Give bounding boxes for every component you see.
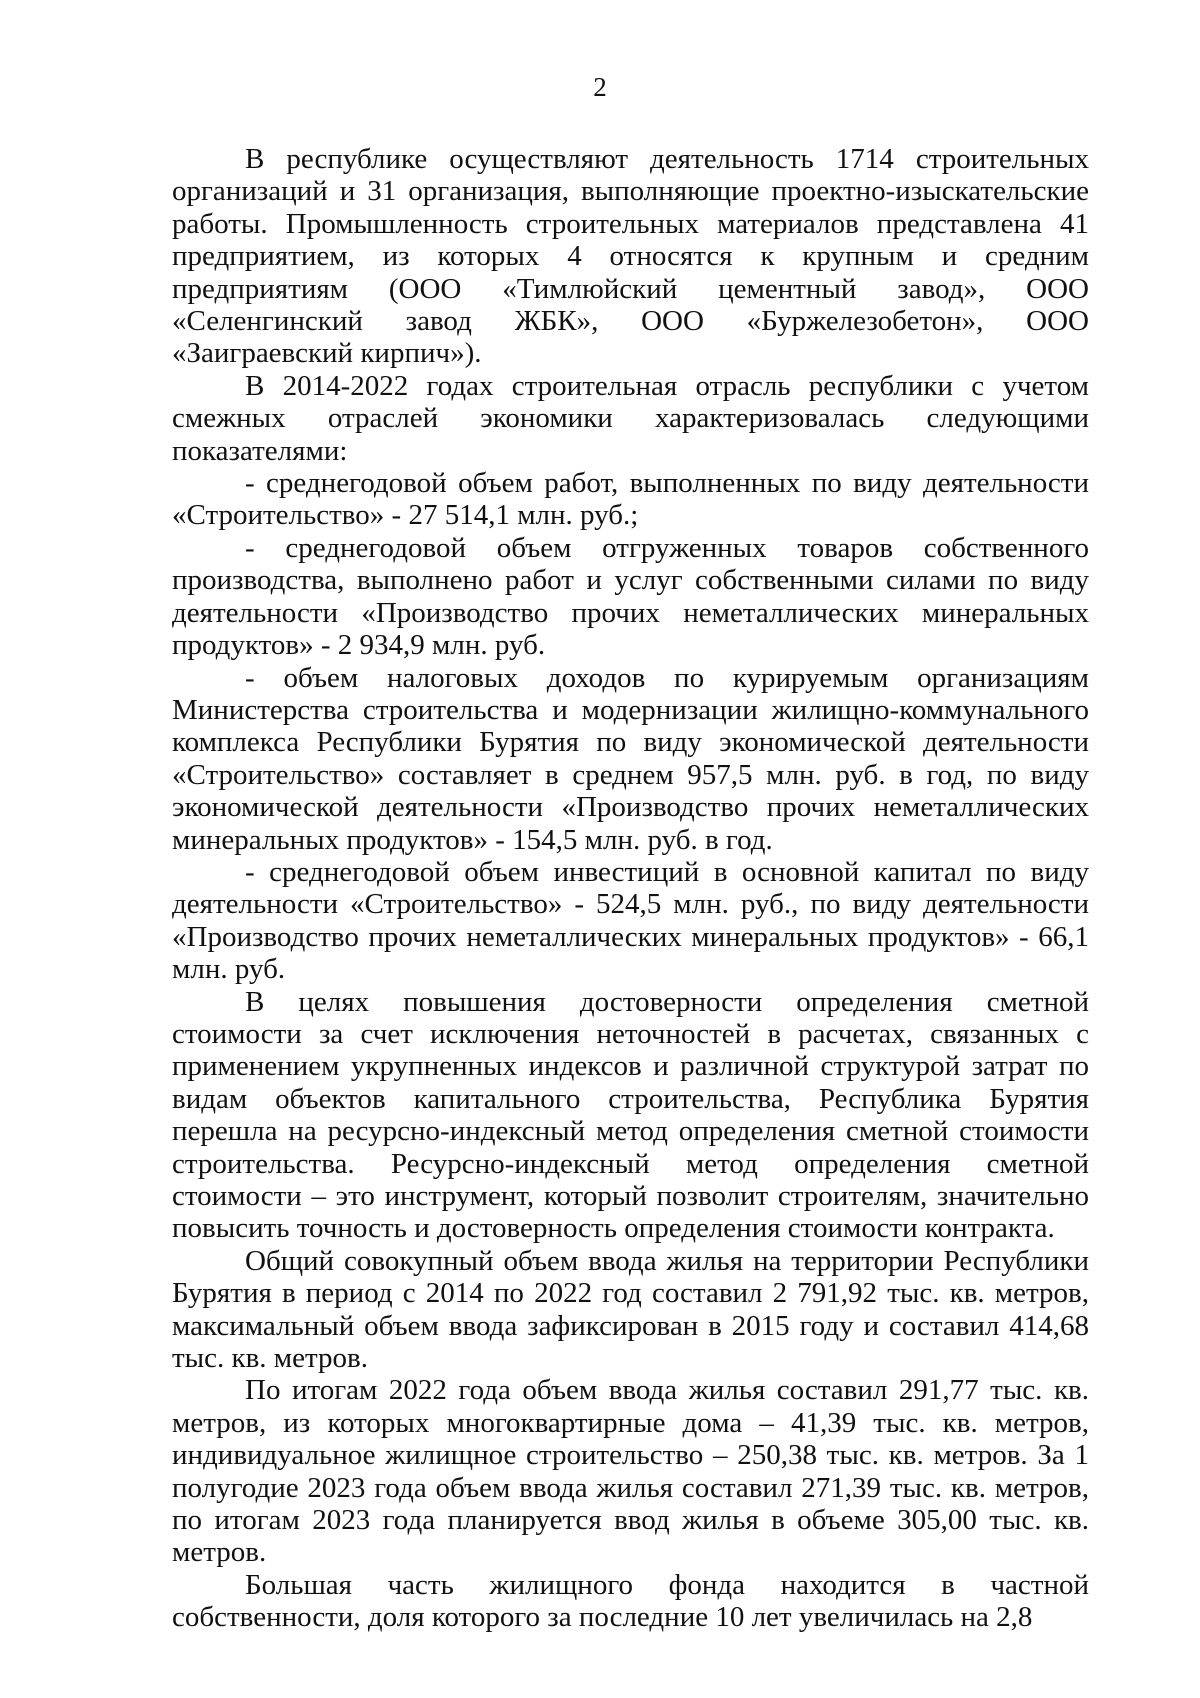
page-number: 2 xyxy=(593,72,607,102)
document-body xyxy=(172,143,1089,1634)
list-item-capital-investment: - среднегодовой объем инвестиций в основной капитал по виду деятельности «Строительство» - 524,5 млн. руб., по виду деятельности «Производство прочих неметаллических минеральных продуктов» - 66,1 млн. руб. xyxy=(172,855,1089,986)
list-item-tax-revenue: - объем налоговых доходов по курируемым организациям Министерства строительства и модернизации жилищно-коммунального комплекса Республики Бурятия по виду экономической деятельности «Строительство» составляет в среднем 957,5 млн. руб. в год, по виду экономической деятельности «Производство прочих неметаллических минеральных продуктов» - 154,5 млн. руб. в год. xyxy=(172,661,1089,856)
paragraph-housing-commissioning-total: Общий совокупный объем ввода жилья на территории Республики Бурятия в период с 2014 по 2022 год составил 2 791,92 тыс. кв. метров, максимальный объем ввода зафиксирован в 2015 году и составил 414,68 тыс. кв. метров. xyxy=(172,1244,1089,1375)
paragraph-industry-indicators-intro: В 2014-2022 годах строительная отрасль республики с учетом смежных отраслей экономики характеризовалась следующими показателями: xyxy=(172,369,1089,467)
paragraph-construction-organizations: В республике осуществляют деятельность 1714 строительных организаций и 31 организация, выполняющие проектно-изыскательские работы. Промышленность строительных материалов представлена 41 предприятием, из которых 4 относятся к крупным и средним предприятиям (ООО «Тимлюйский цементный завод», ООО «Селенгинский завод ЖБК», ООО «Буржелезобетон», ООО «Заиграевский кирпич»). xyxy=(172,143,1089,370)
paragraph-private-housing-stock: Большая часть жилищного фонда находится в частной собственности, доля которого за последние 10 лет увеличилась на 2,8 xyxy=(172,1568,1089,1634)
list-item-construction-work-volume: - среднегодовой объем работ, выполненных по виду деятельности «Строительство» - 27 514,1 млн. руб.; xyxy=(172,467,1089,532)
paragraph-housing-2022-2023: По итогам 2022 года объем ввода жилья составил 291,77 тыс. кв. метров, из которых многоквартирные дома – 41,39 тыс. кв. метров, индивидуальное жилищное строительство – 250,38 тыс. кв. метров. За 1 полугодие 2023 года объем ввода жилья составил 271,39 тыс. кв. метров, по итогам 2023 года планируется ввод жилья в объеме 305,00 тыс. кв. метров. xyxy=(172,1374,1089,1569)
list-item-shipped-goods-volume: - среднегодовой объем отгруженных товаров собственного производства, выполнено работ и услуг собственными силами по виду деятельности «Производство прочих неметаллических минеральных продуктов» - 2 934,9 млн. руб. xyxy=(172,531,1089,662)
paragraph-resource-index-method: В целях повышения достоверности определения сметной стоимости за счет исключения неточностей в расчетах, связанных с применением укрупненных индексов и различной структурой затрат по видам объектов капитального строительства, Республика Бурятия перешла на ресурсно-индексный метод определения сметной стоимости строительства. Ресурсно-индексный метод определения сметной стоимости – это инструмент, который позволит строителям, значительно повысить точность и достоверность определения стоимости контракта. xyxy=(172,985,1089,1245)
